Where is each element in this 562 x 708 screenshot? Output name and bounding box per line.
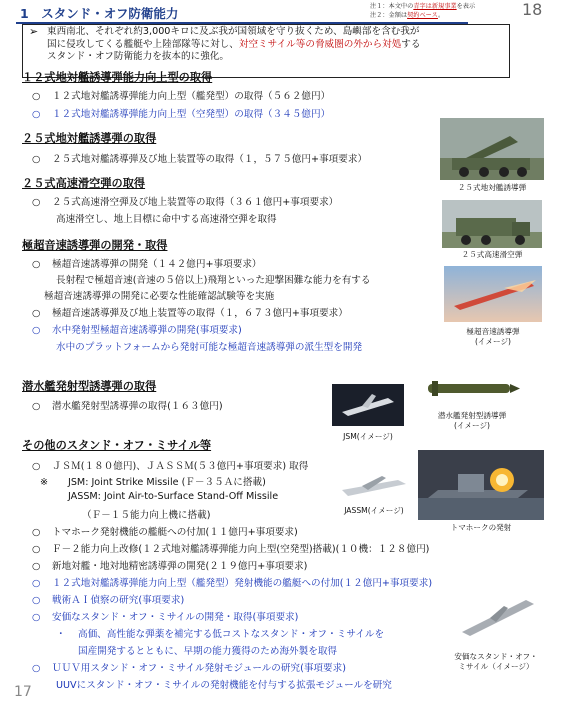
type25-hvgp-photo <box>442 200 542 248</box>
item-jassm-platform: （Ｆ－１５能力向上機に搭載) <box>82 510 211 521</box>
tomahawk-launch-photo <box>418 450 544 520</box>
summary-line-3: スタンド・オフ防衛能力を抜本的に強化。 <box>47 51 229 62</box>
item-type12-air: ○ １２式地対艦誘導弾能力向上型（空発型）の取得（３４５億円） <box>32 109 331 120</box>
item-low-cost-desc-1: ・ 高価、高性能な弾薬を補完する低コストなスタンド・オフ・ミサイルを <box>56 629 385 640</box>
note-1: 注１：本文中の青字は新規事業を表示 <box>370 3 476 10</box>
item-type25-ssm: ○ ２５式地対艦誘導弾及び地上装置等の取得（１，５７５億円+事項要求） <box>32 154 368 165</box>
chevron-right-icon: ➢ <box>29 25 39 38</box>
item-sub-launched: ○ 潜水艦発射型誘導弾の取得(１６３億円) <box>32 401 223 412</box>
caption-jassm: JASSM(イメージ) <box>344 506 404 515</box>
section-title-hypersonic: 極超音速誘導弾の開発・取得 <box>22 239 168 252</box>
item-underwater-hypersonic: ○ 水中発射型極超音速誘導弾の開発(事項要求) <box>32 325 242 336</box>
item-hypersonic-desc-1: 長射程で極超音速(音速の５倍以上)飛翔といった迎撃困難な能力を有する <box>56 275 371 286</box>
item-type25-hvgp: ○ ２５式高速滑空弾及び地上装置等の取得（３６１億円+事項要求） <box>32 197 339 208</box>
page-number-bottom: 17 <box>14 684 32 700</box>
caption-tomahawk: トマホークの発射 <box>450 523 512 532</box>
item-f2-upgrade: ○ Ｆ－２能力向上改修(１２式地対艦誘導弾能力向上型(空発型)搭載)(１０機：１２８億円) <box>32 544 430 555</box>
item-new-precision: ○ 新地対艦・地対地精密誘導弾の開発(２１９億円+事項要求) <box>32 561 308 572</box>
item-hypersonic-acq: ○ 極超音速誘導弾及び地上装置等の取得（１，６７３億円+事項要求） <box>32 308 348 319</box>
item-low-cost-missile: ○ 安価なスタンド・オフ・ミサイルの開発・取得(事項要求) <box>32 612 299 623</box>
note-2: 注２：金額は契約ベース。 <box>370 12 445 19</box>
section-title-other-standoff: その他のスタンド・オフ・ミサイル等 <box>22 439 212 452</box>
item-jassm-def: JASSM: Joint Air-to-Surface Stand-Off Missile <box>68 491 279 502</box>
page-number-top: 18 <box>522 0 543 19</box>
item-hypersonic-desc-2: 極超音速誘導弾の開発に必要な性能確認試験等を実施 <box>44 291 275 302</box>
caption-sub-launched: 潜水艦発射型誘導弾 (イメージ) <box>437 411 507 430</box>
item-tactical-ai: ○ 戦術ＡＩ偵察の研究(事項要求) <box>32 595 185 606</box>
item-jsm-def: ※ JSM: Joint Strike Missile (Ｆ－３５Ａに搭載) <box>40 477 266 488</box>
item-hypersonic-dev: ○ 極超音速誘導弾の開発（１４２億円+事項要求） <box>32 259 262 270</box>
caption-low-cost-missile: 安価なスタンド・オフ・ ミサイル（イメージ） <box>454 652 538 671</box>
summary-line-1: 東西南北、それぞれ約3,000キロに及ぶ我が国領域を守り抜くため、島嶼部を含む我が <box>47 26 420 37</box>
caption-type25-hvgp: ２５式高速滑空弾 <box>461 250 523 259</box>
section-title-type25-hvgp: ２５式高速滑空弾の取得 <box>22 177 146 190</box>
type25-ssm-photo <box>440 118 544 180</box>
item-low-cost-desc-2: 国産開発するとともに、早期の能力獲得のため海外製を取得 <box>78 646 338 657</box>
sub-launched-missile-image <box>420 376 524 400</box>
caption-jsm: JSM(イメージ) <box>343 432 393 441</box>
item-jsm-jassm: ○ ＪＳＭ(１８０億円)、ＪＡＳＳＭ(５３億円+事項要求) 取得 <box>32 461 309 472</box>
caption-hypersonic: 極超音速誘導弾 (イメージ) <box>466 327 520 346</box>
caption-type25-ssm: ２５式地対艦誘導弾 <box>457 183 527 192</box>
summary-line-2: 国に侵攻してくる艦艇や上陸部隊等に対し、対空ミサイル等の脅威圏の外から対処する <box>47 38 421 50</box>
page-title: 1 スタンド・オフ防衛能力 <box>20 6 179 21</box>
section-title-type12-improved: １２式地対艦誘導弾能力向上型の取得 <box>22 71 213 84</box>
item-uuv-module-desc: UUVにスタンド・オフ・ミサイルの発射機能を付与する拡張モジュールを研究 <box>56 680 392 691</box>
section-title-sub-launched: 潜水艦発射型誘導弾の取得 <box>22 380 157 393</box>
jsm-image <box>332 384 404 426</box>
section-title-type25-ssm: ２５式地対艦誘導弾の取得 <box>22 132 157 145</box>
item-uuv-module: ○ ＵＵＶ用スタンド・オフ・ミサイル発射モジュールの研究(事項要求) <box>32 663 346 674</box>
jassm-image <box>336 468 412 504</box>
low-cost-missile-image <box>456 592 540 638</box>
notes <box>370 2 475 20</box>
hypersonic-image <box>444 266 542 322</box>
item-underwater-hypersonic-desc: 水中のプラットフォームから発射可能な極超音速誘導弾の派生型を開発 <box>56 342 363 353</box>
item-type12-ship-launcher: ○ １２式地対艦誘導弾能力向上型（艦発型）発射機能の艦艇への付加(１２億円+事項要求) <box>32 578 433 589</box>
item-type25-hvgp-desc: 高速滑空し、地上目標に命中する高速滑空弾を取得 <box>56 214 277 225</box>
item-tomahawk: ○ トマホーク発射機能の艦艇への付加(１１億円+事項要求) <box>32 527 298 538</box>
item-type12-ship: ○ １２式地対艦誘導弾能力向上型（艦発型）の取得（５６２億円） <box>32 91 331 102</box>
